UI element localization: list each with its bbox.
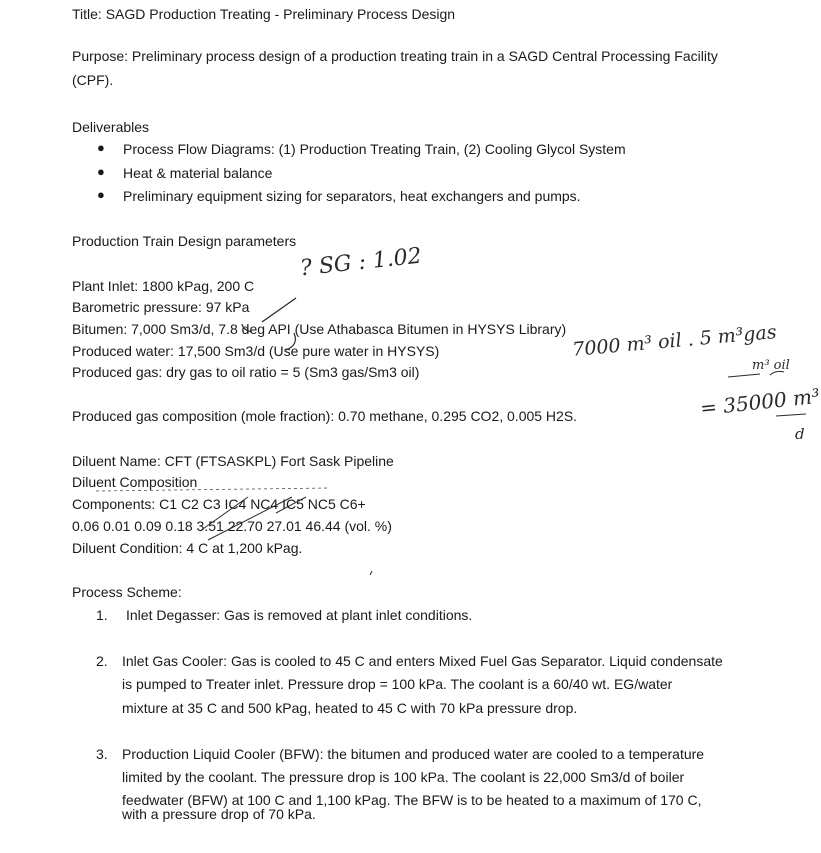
step-line: mixture at 35 C and 500 kPag, heated to 45 C with 70 kPa pressure drop. <box>122 700 578 716</box>
plant-inlet: Plant Inlet: 1800 kPag, 200 C <box>72 278 255 294</box>
list-item: Preliminary equipment sizing for separators, heat exchangers and pumps. <box>123 188 581 204</box>
bitumen: Bitumen: 7,000 Sm3/d, 7.8 deg API (Use Athabasca Bitumen in HYSYS Library) <box>72 321 567 337</box>
diluent-composition-heading: Diluent Composition <box>72 474 198 490</box>
diluent-condition: Diluent Condition: 4 C at 1,200 kPag. <box>72 540 303 556</box>
diluent-values: 0.06 0.01 0.09 0.18 3.51 22.70 27.01 46.44 (vol. %) <box>72 518 392 534</box>
step-line: limited by the coolant. The pressure drop is 100 kPa. The coolant is 22,000 Sm3/d of boiler <box>122 769 685 785</box>
diluent-components: Components: C1 C2 C3 IC4 NC4 IC5 NC5 C6+ <box>72 496 366 512</box>
pen-stroke <box>200 497 248 531</box>
purpose-line-1: Purpose: Preliminary process design of a production treating train in a SAGD Central Processing Facility <box>72 48 718 64</box>
barometric-pressure: Barometric pressure: 97 kPa <box>72 299 250 315</box>
pen-stroke <box>276 497 306 513</box>
produced-water: Produced water: 17,500 Sm3/d (Use pure water in HYSYS) <box>72 343 440 359</box>
pen-stroke <box>262 298 296 322</box>
step-number: 3. <box>96 746 108 762</box>
handwritten-calc-2-denominator: d <box>795 425 805 443</box>
step-line: Inlet Degasser: Gas is removed at plant inlet conditions. <box>126 607 473 623</box>
handwritten-sg-note: ? SG : 1.02 <box>299 243 423 282</box>
step-line: is pumped to Treater inlet. Pressure drop = 100 kPa. The coolant is a 60/40 wt. EG/water <box>122 676 673 692</box>
bullet-icon: ● <box>97 187 105 202</box>
diluent-name: Diluent Name: CFT (FTSASKPL) Fort Sask Pipeline <box>72 453 394 469</box>
process-scheme-heading: Process Scheme: <box>72 584 182 600</box>
pen-stroke <box>208 497 292 540</box>
step-line: with a pressure drop of 70 kPa. <box>122 806 316 822</box>
pen-stroke <box>770 371 784 375</box>
purpose-line-2: (CPF). <box>72 72 114 88</box>
handwritten-calc-2: = 35000 m³ <box>699 383 821 421</box>
produced-gas: Produced gas: dry gas to oil ratio = 5 (Sm3 gas/Sm3 oil) <box>72 364 420 380</box>
bullet-icon: ● <box>97 164 105 179</box>
pen-stroke <box>286 333 295 350</box>
step-line: Production Liquid Cooler (BFW): the bitumen and produced water are cooled to a temperature <box>122 746 705 762</box>
pen-stroke <box>728 374 760 377</box>
bullet-icon: ● <box>97 140 105 155</box>
step-number: 1. <box>96 607 108 623</box>
step-line: Inlet Gas Cooler: Gas is cooled to 45 C and enters Mixed Fuel Gas Separator. Liquid condensate <box>122 653 723 669</box>
list-item: Heat & material balance <box>123 165 273 181</box>
handwritten-calc-1: 7000 m³ oil . 5 m³gas <box>571 321 778 361</box>
pen-stroke <box>370 571 372 575</box>
deliverables-heading: Deliverables <box>72 119 150 135</box>
pen-stroke <box>242 324 252 332</box>
step-line: feedwater (BFW) at 100 C and 1,100 kPag. The BFW is to be heated to a maximum of 170 C, <box>122 792 702 808</box>
step-number: 2. <box>96 653 108 669</box>
pen-stroke <box>776 414 806 416</box>
pen-stroke <box>96 488 330 491</box>
list-item: Process Flow Diagrams: (1) Production Treating Train, (2) Cooling Glycol System <box>123 141 626 157</box>
gas-composition: Produced gas composition (mole fraction): 0.70 methane, 0.295 CO2, 0.005 H2S. <box>72 408 578 424</box>
page-title: Title: SAGD Production Treating - Preliminary Process Design <box>72 6 456 22</box>
handwritten-calc-1-denominator: m³ oil <box>752 358 790 373</box>
design-heading: Production Train Design parameters <box>72 233 297 249</box>
